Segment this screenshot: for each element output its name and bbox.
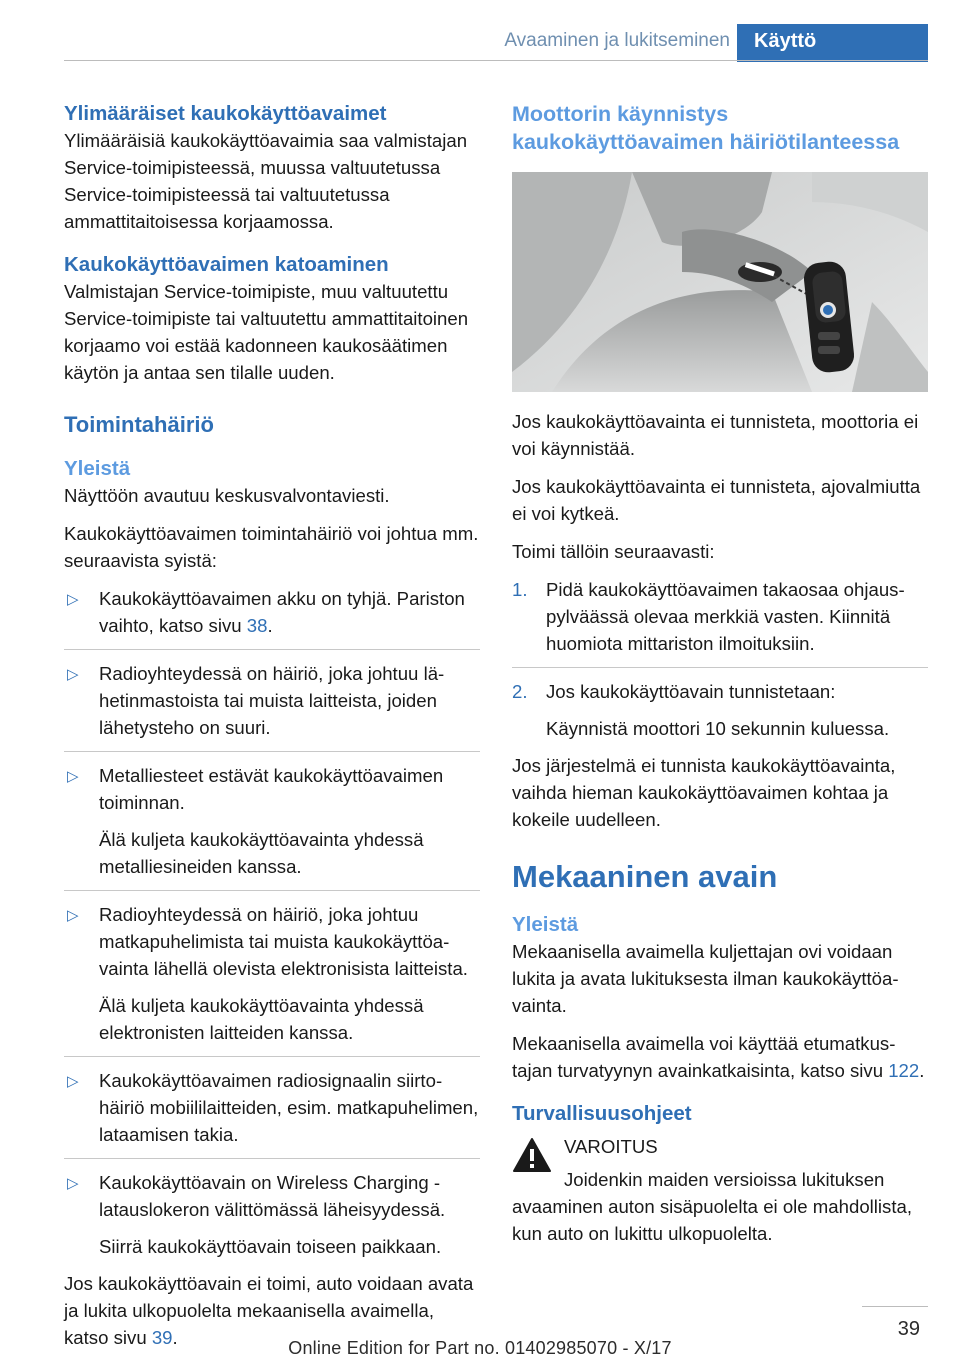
list-divider bbox=[64, 1056, 480, 1057]
list-item-instruction: Siirrä kaukokäyttöavain toiseen paikkaan. bbox=[99, 1236, 442, 1257]
header-chapter-tab: Käyttö bbox=[737, 24, 928, 62]
step-number: 1. bbox=[512, 579, 528, 600]
list-item bbox=[512, 678, 928, 742]
step-instruction: Käynnistä moottori 10 sekunnin kuluessa. bbox=[546, 718, 890, 739]
paragraph-airbag-switch bbox=[512, 1030, 928, 1084]
list-item-instruction: Älä kuljeta kaukokäyttöavainta yhdessä elektronisten laitteiden kanssa. bbox=[99, 995, 424, 1043]
step-list bbox=[512, 576, 928, 742]
step-text: Jos kaukokäyttöavain tunnistetaan: bbox=[546, 681, 836, 702]
warning-box bbox=[512, 1133, 928, 1247]
list-item-text: Kaukokäyttöavain on Wireless Charging -latauslokeron välittömässä läheisyydessä. bbox=[99, 1172, 446, 1220]
list-item bbox=[512, 576, 928, 657]
list-item bbox=[64, 660, 480, 741]
page-link[interactable]: 38 bbox=[246, 615, 268, 636]
list-item-text: Metalliesteet estävät kaukokäyttöavaimen toiminnan. bbox=[99, 765, 444, 813]
list-item-text: Kaukokäyttöavaimen akku on tyhjä. Pariston vaihto, katso sivu bbox=[99, 588, 465, 636]
paragraph-system-retry: Jos järjestelmä ei tunnista kaukokäyttöavainta, vaihda hieman kaukokäyttöavaimen kohtaa ja kokeile uudelleen. bbox=[512, 755, 896, 830]
page-link[interactable]: 122 bbox=[888, 1060, 920, 1081]
triangle-right-icon: ▷ bbox=[67, 1175, 79, 1192]
warning-title: VAROITUS bbox=[564, 1136, 658, 1157]
heading-mechanical-key: Mekaaninen avain bbox=[512, 859, 778, 894]
list-item-text: Radioyhteydessä on häiriö, joka johtuu matkapuhelimista tai muista kaukokäyttöavainta lähellä olevista elektronisista laitteista. bbox=[99, 904, 468, 979]
list-item bbox=[64, 1067, 480, 1148]
paragraph-text-end: . bbox=[172, 1327, 178, 1348]
paragraph-not-recognized-ready: Jos kaukokäyttöavainta ei tunnisteta, ajovalmiutta ei voi kytkeä. bbox=[512, 476, 921, 524]
left-column bbox=[64, 100, 480, 1362]
heading-lost-key: Kaukokäyttöavaimen katoaminen bbox=[64, 253, 389, 276]
triangle-right-icon: ▷ bbox=[67, 907, 79, 924]
page-link[interactable]: 39 bbox=[151, 1327, 173, 1348]
list-item-text: Radioyhteydessä on häiriö, joka johtuu lähetinmastoista tai muista laitteista, joiden lähetysteho on suuri. bbox=[99, 663, 445, 738]
right-column bbox=[512, 100, 928, 1247]
warning-text: Joidenkin maiden versioissa lukituksen avaaminen auton sisäpuolelta ei ole mahdollista, kun auto on lukittu ulkopuolelta. bbox=[512, 1169, 913, 1244]
heading-extra-keys: Ylimääräiset kaukokäyttöavaimet bbox=[64, 102, 387, 125]
heading-general: Yleistä bbox=[64, 457, 131, 480]
list-divider bbox=[64, 751, 480, 752]
footer-edition: Online Edition for Part no. 01402985070 - X/17 bbox=[288, 1338, 672, 1358]
warning-triangle-icon bbox=[512, 1137, 552, 1173]
heading-malfunction: Toimintahäiriö bbox=[64, 412, 214, 437]
list-divider bbox=[64, 1158, 480, 1159]
paragraph-causes: Kaukokäyttöavaimen toimintahäiriö voi johtua mm. seuraavista syistä: bbox=[64, 523, 479, 571]
triangle-right-icon: ▷ bbox=[67, 666, 79, 683]
step-number: 2. bbox=[512, 681, 528, 702]
triangle-right-icon: ▷ bbox=[67, 768, 79, 785]
list-divider bbox=[512, 667, 928, 668]
paragraph-text-end: . bbox=[919, 1060, 925, 1081]
list-item bbox=[64, 1169, 480, 1260]
list-item-text-end: . bbox=[267, 615, 273, 636]
list-item-text: Kaukokäyttöavaimen radiosignaalin siirtohäiriö mobiililaitteiden, esim. matkapuhelimen, lataamisen takia. bbox=[99, 1070, 479, 1145]
paragraph-do-as-follows: Toimi tällöin seuraavasti: bbox=[512, 541, 715, 562]
heading-safety: Turvallisuusohjeet bbox=[512, 1102, 692, 1125]
list-item bbox=[64, 585, 480, 639]
header-section-title: Avaaminen ja lukitseminen bbox=[504, 30, 730, 51]
list-divider bbox=[64, 649, 480, 650]
list-item bbox=[64, 901, 480, 1046]
paragraph-not-recognized-engine: Jos kaukokäyttöavainta ei tunnisteta, moottoria ei voi käynnistää. bbox=[512, 411, 919, 459]
paragraph-lost-key: Valmistajan Service-toimipiste, muu valtuutettu Service-toimipiste tai valtuutettu ammattitaitoinen korjaamo voi estää kadonneen kaukosäätimen käytön ja antaa sen tilalle uuden. bbox=[64, 281, 469, 383]
list-item-instruction: Älä kuljeta kaukokäyttöavainta yhdessä metalliesineiden kanssa. bbox=[99, 829, 424, 877]
triangle-right-icon: ▷ bbox=[67, 591, 79, 608]
list-item bbox=[64, 762, 480, 880]
warning-text-wrap bbox=[512, 1166, 928, 1247]
paragraph-text: Mekaanisella avaimella voi käyttää etumatkustajan turvatyynyn avainkatkaisinta, katso sivu bbox=[512, 1033, 896, 1081]
paragraph-text: Jos kaukokäyttöavain ei toimi, auto voidaan avata ja lukita ulkopuolelta mekaanisella avaimella, katso sivu bbox=[64, 1273, 474, 1348]
paragraph-mechanical-lock: Mekaanisella avaimella kuljettajan ovi voidaan lukita ja avata lukituksesta ilman kaukokäyttöavainta. bbox=[512, 941, 899, 1016]
paragraph-display-message: Näyttöön avautuu keskusvalvontaviesti. bbox=[64, 485, 390, 506]
footer-rule bbox=[862, 1306, 928, 1307]
list-divider bbox=[64, 890, 480, 891]
steering-column-key-image bbox=[512, 172, 928, 392]
header-rule bbox=[64, 60, 928, 61]
step-text: Pidä kaukokäyttöavaimen takaosaa ohjauspylväässä olevaa merkkiä vasten. Kiinnitä huomiota mittariston ilmoituksiin. bbox=[546, 579, 905, 654]
paragraph-extra-keys: Ylimääräisiä kaukokäyttöavaimia saa valmistajan Service-toimipisteessä, muussa valtuutetussa Service-toimipisteessä tai valtuutetussa ammattitaitoisessa korjaamossa. bbox=[64, 130, 468, 232]
page-number: 39 bbox=[897, 1318, 920, 1340]
triangle-right-icon: ▷ bbox=[67, 1073, 79, 1090]
heading-engine-start: Moottorin käynnistys kaukokäyttöavaimen häiriötilanteessa bbox=[512, 102, 900, 154]
cause-list bbox=[64, 585, 480, 1260]
key-fob-illustration bbox=[512, 172, 928, 392]
heading-general-right: Yleistä bbox=[512, 913, 579, 936]
